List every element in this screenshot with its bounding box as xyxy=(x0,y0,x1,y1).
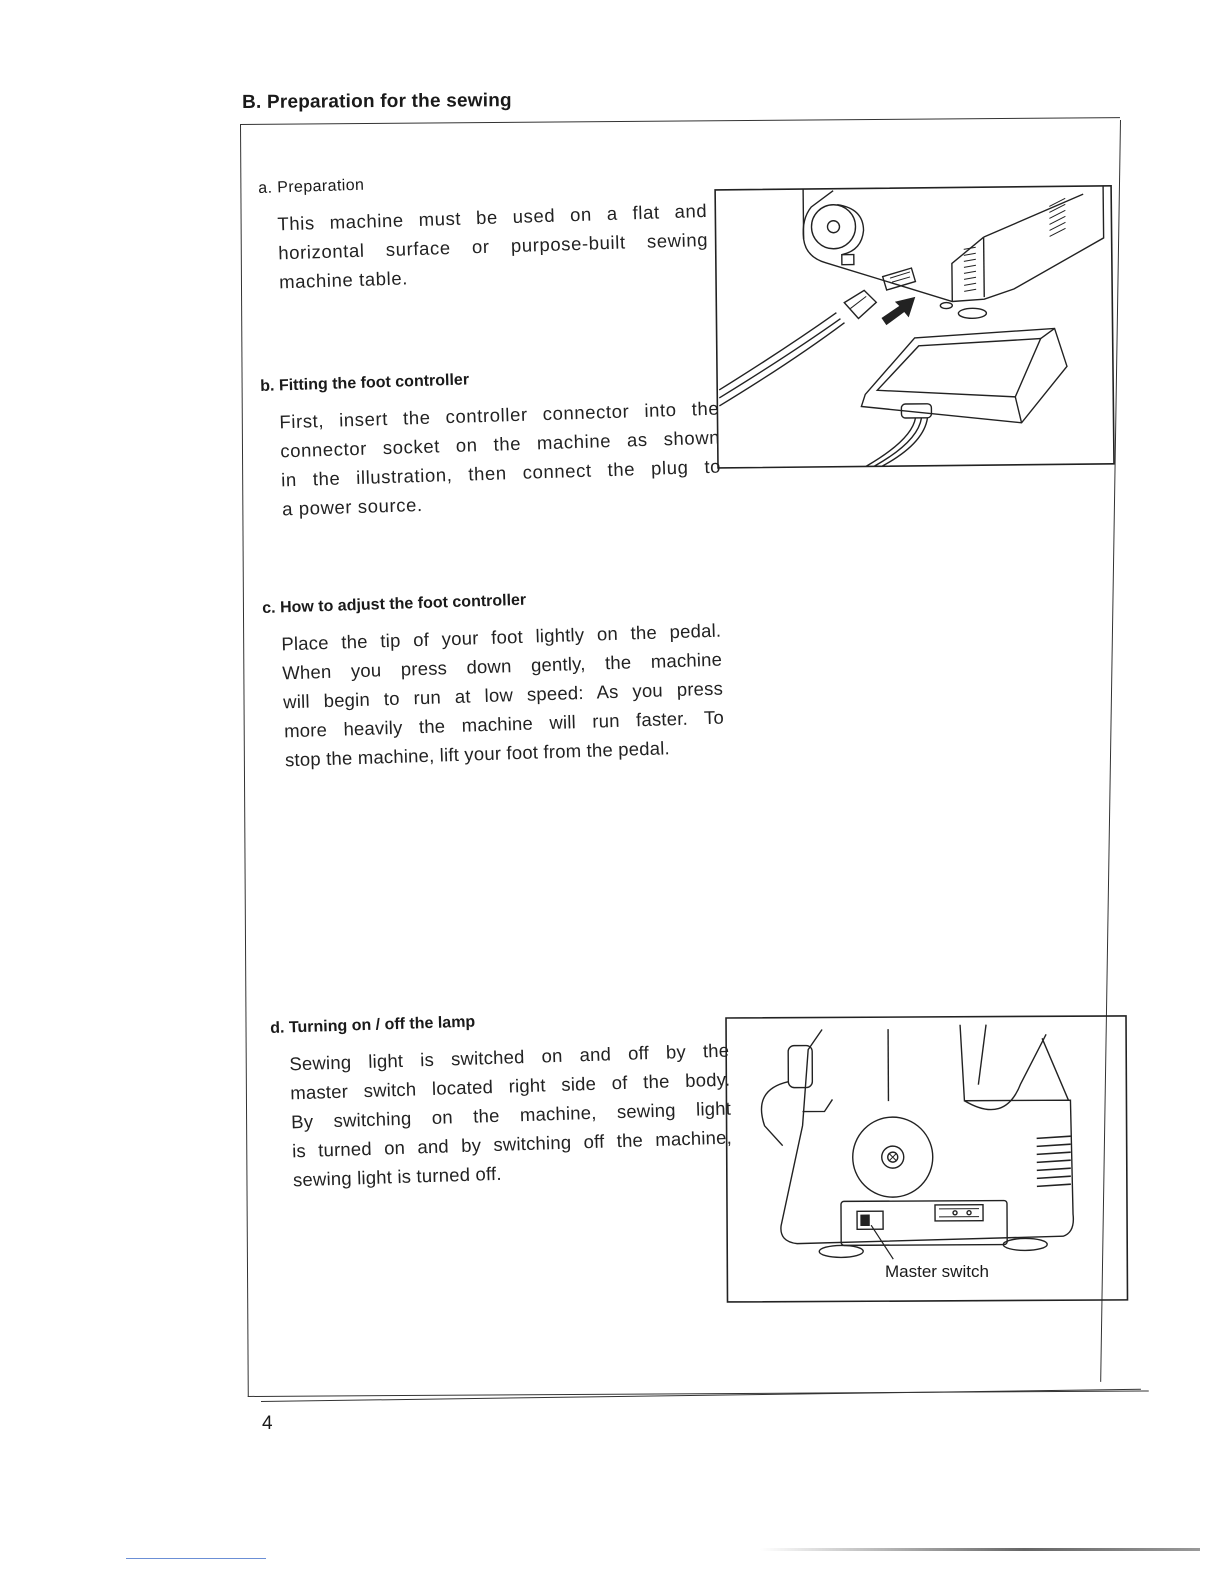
text-line: a power source. xyxy=(281,493,424,520)
text-line: will begin to run at low speed: As you press xyxy=(282,677,724,713)
section-heading: d. Turning on / off the lamp xyxy=(270,1013,476,1037)
text-line: When you press down gently, the machine xyxy=(281,648,723,684)
section-body xyxy=(279,394,722,524)
section-preparation xyxy=(258,166,711,297)
section-heading: b. Fitting the foot controller xyxy=(260,371,470,395)
section-lamp-switch xyxy=(270,1006,735,1195)
scan-artifact xyxy=(126,1558,266,1559)
section-body xyxy=(289,1036,733,1195)
text-line: horizontal surface or purpose-built sewing xyxy=(277,228,709,264)
section-adjust-foot-controller xyxy=(262,586,727,775)
section-body xyxy=(277,196,710,296)
text-line: is turned on and by switching off the machine, xyxy=(291,1126,733,1162)
text-line: stop the machine, lift your foot from the pedal. xyxy=(284,737,671,771)
section-heading: c. How to adjust the foot controller xyxy=(262,591,527,617)
section-body xyxy=(281,616,725,775)
foot-controller-illustration xyxy=(713,176,1116,470)
section-fitting-foot-controller xyxy=(260,364,724,524)
text-line: Sewing light is switched on and off by the xyxy=(289,1039,730,1075)
section-heading: a. Preparation xyxy=(258,176,365,197)
text-line: master switch located right side of the body. xyxy=(289,1068,731,1104)
text-line: connector socket on the machine as shown xyxy=(279,426,721,462)
text-line: sewing light is turned off. xyxy=(292,1162,502,1191)
master-switch-caption: Master switch xyxy=(885,1262,989,1281)
page-number: 4 xyxy=(262,1413,273,1434)
scan-artifact xyxy=(760,1548,1200,1551)
text-line: in the illustration, then connect the plug to xyxy=(280,455,722,491)
text-line: By switching on the machine, sewing light xyxy=(290,1097,732,1133)
text-line: Place the tip of your foot lightly on the pedal. xyxy=(281,619,722,655)
text-line: This machine must be used on a flat and xyxy=(277,199,708,235)
text-line: more heavily the machine will run faster. To xyxy=(283,706,725,742)
text-line: First, insert the controller connector into the xyxy=(279,397,720,433)
page-title: B. Preparation for the sewing xyxy=(242,90,512,113)
text-line: machine table. xyxy=(278,267,409,293)
